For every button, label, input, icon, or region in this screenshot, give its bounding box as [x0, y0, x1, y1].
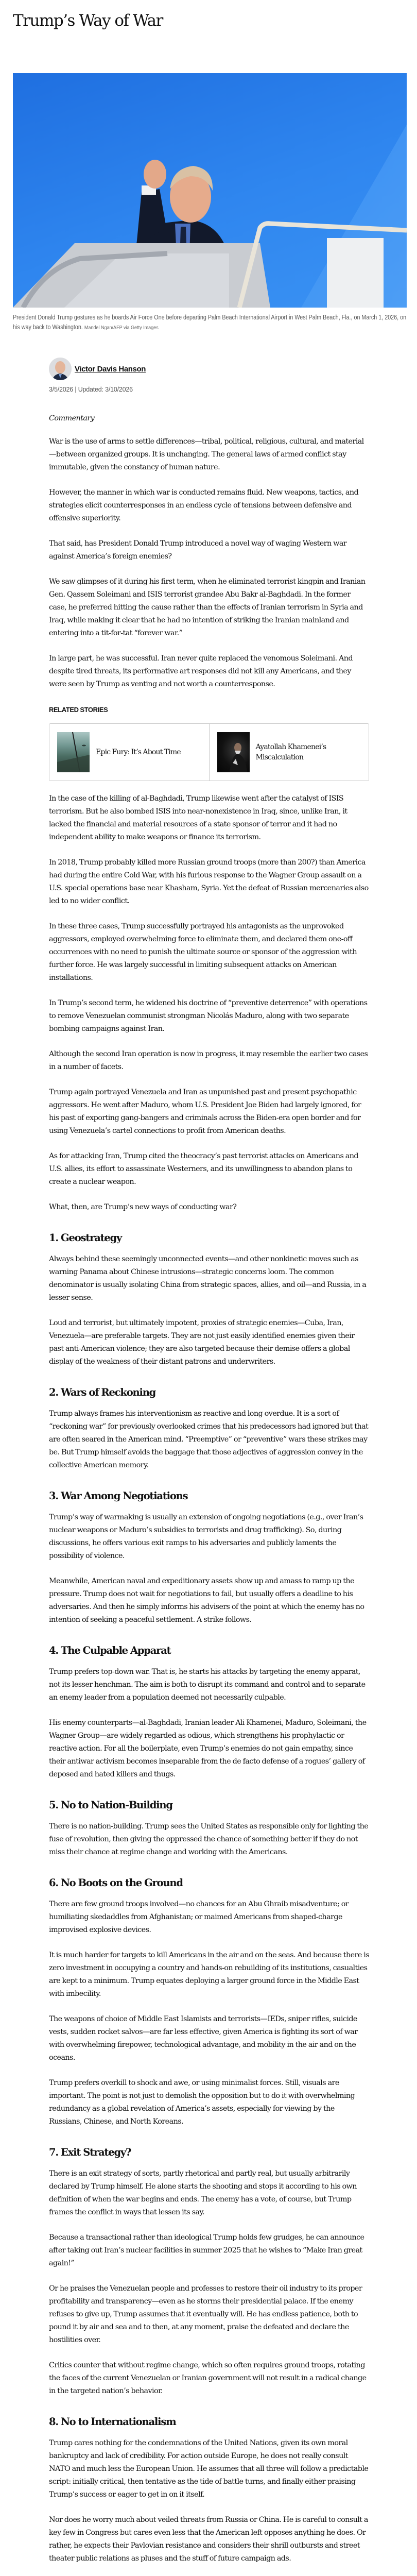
paragraph: There is an exit strategy of sorts, partly rhetorical and partly real, but usually arbitrarily declared by Trump himself. He alone starts the shooting and stops it according to his own definition of when the war begins and ends. The enemy has a vote, of course, but Trump frames the conflict in ways that lessen its say. — [49, 2170, 357, 2216]
paragraph: Critics counter that without regime change, which so often requires ground troops, rotating the faces of the current Venezuelan or Iranian government will not result in a radical change in the targeted nation’s behavior. — [49, 2361, 367, 2395]
section-heading: 6. No Boots on the Ground — [49, 1877, 183, 1889]
intro-paragraphs — [49, 435, 369, 691]
section-heading: 1. Geostrategy — [49, 1232, 122, 1244]
figure-fist — [144, 160, 166, 189]
section-heading: 2. Wars of Reckoning — [49, 1386, 156, 1398]
door-frame — [327, 238, 384, 308]
paragraph: That said, has President Donald Trump introduced a novel way of waging Western war against America’s foreign enemies? — [49, 539, 347, 561]
paragraph: War is the use of arms to settle differences—tribal, political, religious, cultural, and material—between organized groups. It is unchanging. The general laws of armed conflict stay immutable, given the constancy of human nature. — [49, 437, 364, 471]
paragraph: Because a transactional rather than ideological Trump holds few grudges, he can announce after taking out Iran’s nuclear facilities in summer 2025 that he wishes to “Make Iran great again!” — [49, 2233, 364, 2267]
related-stories-label: RELATED STORIES — [49, 706, 108, 714]
section-heading: 8. No to Internationalism — [49, 2416, 176, 2428]
paragraph: Trump prefers top-down war. That is, he starts his attacks by targeting the enemy apparat, not its lesser henchman. The aim is both to disrupt its command and control and to separate an enemy leader from a population deemed not necessarily culpable. — [49, 1668, 366, 1702]
caption-text: President Donald Trump gestures as he boards Air Force One before departing Palm Beach International Airport in West Palm Beach, Fla., on March 1, 2026, on his way back to Washington. — [13, 314, 407, 331]
paragraph: Trump always frames his interventionism as reactive and long overdue. It is a sort of “reckoning war” for previously overlooked crimes that his predecessors had ignored but that are often seared in the American mind. “Preemptive” or “preventive” wars these strikes may be. But Trump himself avoids the baggage that those adjectives of aggression convey in the collective American memory. — [49, 1410, 369, 1469]
paragraph: Although the second Iran operation is now in progress, it may resemble the earlier two cases in a number of facets. — [49, 1050, 368, 1071]
related-story-thumbnail[interactable] — [57, 732, 90, 772]
updated-date: Updated: 3/10/2026 — [78, 386, 133, 393]
byline — [49, 358, 146, 380]
paragraph: In 2018, Trump probably killed more Russian ground troops (more than 200?) than America had during the entire Cold War, with his furious response to the Wagner Group assault on a U.S. special operations base near Khasham, Syria. Yet the defeat of Russian mercenaries also led to no wider conflict. — [49, 858, 369, 905]
paragraph: There is no nation-building. Trump sees the United States as responsible only for lighting the fuse of revolution, then giving the oppressed the chance of something better if they do not miss their chance at regime change and working with the Americans. — [49, 1822, 369, 1856]
paragraph: However, the manner in which war is conducted remains fluid. New weapons, tactics, and strategies elicit counterresponses in an endless cycle of tensions between defensive and offensive superiority. — [49, 488, 359, 522]
section-heading: 4. The Culpable Apparat — [49, 1645, 171, 1656]
body-paragraphs — [49, 792, 369, 1214]
paragraph: In large part, he was successful. Iran never quite replaced the venomous Soleimani. And despite tired threats, its performative art responses did not kill any Americans, and they were seen by Trump as venting and not worth a counterresponse. — [49, 654, 353, 688]
paragraph: Meanwhile, American naval and expeditionary assets show up and amass to ramp up the pressure. Trump does not wait for negotiations to fail, but usually offers a deadline to his adversaries. And then he simply informs his advisers of the point at which the enemy has no intention of seeking a peaceful settlement. A strike follows. — [49, 1577, 364, 1624]
paragraph: What, then, are Trump’s new ways of conducting war? — [49, 1203, 237, 1211]
article-title: Trump’s Way of War — [13, 11, 163, 30]
related-story-title[interactable]: Ayatollah Khamenei’s Miscalculation — [255, 743, 326, 761]
paragraph: We saw glimpses of it during his first term, when he eliminated terrorist kingpin and Iranian Gen. Qassem Soleimani and ISIS terrorist grandee Abu Bakr al-Baghdadi. In the former case, he preferred hitting the cause rather than the effects of Iranian terrorism in Syria and Iraq, while making it clear that he had no intention of striking the Iranian mainland and entering into a tit-for-tat “forever war.” — [49, 578, 366, 637]
commentary-label: Commentary — [49, 414, 95, 422]
date-separator: | — [75, 386, 77, 393]
related-story-thumbnail[interactable] — [217, 732, 250, 772]
paragraph: Trump cares nothing for the condemnations of the United Nations, given its own moral bankruptcy and lack of credibility. For action outside Europe, he does not really consult NATO and much less the European Union. He assumes that all three will follow a predictable script: initially critical, then tentative as the tide of battle turns, and finally either praising Trump’s success or eager to get in on it itself. — [49, 2439, 369, 2499]
article-body — [49, 412, 369, 2576]
paragraph: It is much harder for targets to kill Americans in the air and on the seas. And because there is zero investment in occupying a country and hands-on rebuilding of its institutions, casualties are kept to a minimum. Trump equates deploying a larger ground force in the Middle East with imbecility. — [49, 1951, 370, 1998]
hero-caption — [13, 313, 407, 333]
section-heading: 5. No to Nation-Building — [49, 1799, 172, 1811]
paragraph: In these three cases, Trump successfully portrayed his antagonists as the unprovoked aggressors, employed overwhelming force to eliminate them, and declared them one-off occurrences with no need to punish the ultimate source or sponsor of the aggression with further force. He was largely successful in limiting subsequent attacks on American installations. — [49, 922, 357, 982]
paragraph: Or he praises the Venezuelan people and professes to restore their oil industry to its proper profitability and transparency—even as he storms their presidential palace. If the enemy refuses to give up, Trump assumes that it eventually will. He has endless patience, both to pound it by air and sea and to then, at any moment, praise the defeated and declare the hostilities over. — [49, 2284, 362, 2344]
paragraph: His enemy counterparts—al-Baghdadi, Iranian leader Ali Khamenei, Maduro, Soleimani, the Wagner Group—are widely regarded as odious, which strengthens his prophylactic or reactive action. For all the boilerplate, even Trump’s enemies do not gain empathy, since their antiwar activism becomes inseparable from the de facto defense of a rogues’ gallery of deposed and hated killers and thugs. — [49, 1719, 367, 1778]
article-sections — [49, 1231, 369, 2576]
author-link[interactable]: Victor Davis Hanson — [75, 364, 146, 374]
paragraph: In the case of the killing of al-Baghdadi, Trump likewise went after the catalyst of ISIS terrorism. But he also bombed ISIS into near-nonexistence in Iraq, since, unlike Iran, it lacked the financial and material resources of a state sponsor of terror and it had no independent ability to make weapons or finance its terrorism. — [49, 794, 348, 841]
section-heading: 7. Exit Strategy? — [49, 2146, 131, 2158]
paragraph: Trump’s way of warmaking is usually an extension of ongoing negotiations (e.g., over Iran’s nuclear weapons or Maduro’s subsidies to terrorists and drug trafficking). So, during discussions, he offers various exit ramps to his adversaries and publicly laments the possibility of violence. — [49, 1513, 363, 1560]
portrait-thumbnail-icon — [217, 732, 250, 772]
author-avatar[interactable] — [49, 358, 72, 380]
paragraph: As for attacking Iran, Trump cited the theocracy’s past terrorist attacks on Americans and U.S. allies, its effort to assassinate Westerners, and its unwillingness to abandon plans to create a nuclear weapon. — [49, 1152, 358, 1186]
published-date: 3/5/2026 — [49, 386, 74, 393]
paragraph: In Trump’s second term, he widened his doctrine of “preventive deterrence” with operations to remove Venezuelan communist strongman Nicolás Maduro, along with two separate bombing campaigns against Iran. — [49, 999, 368, 1033]
publish-dates — [49, 386, 133, 393]
paragraph: Always behind these seemingly unconnected events—and other nonkinetic moves such as warning Panama about Chinese intrusions—strategic concerns loom. The common denominator is usually isolating China from strategic spaces, allies, and oil—and Russia, in a lesser sense. — [49, 1255, 367, 1302]
hero-photo-illustration — [13, 73, 407, 308]
related-story-title[interactable]: Epic Fury: It’s About Time — [96, 748, 181, 756]
hero-photo — [13, 73, 407, 308]
paragraph: Trump prefers overkill to shock and awe, or using minimalist forces. Still, visuals are important. The point is not just to demolish the opposition but to do it with overwhelming redundancy as a global revelation of America’s assets, especially for viewing by the Russians, Chinese, and North Koreans. — [49, 2079, 355, 2126]
photo-credit: Mandel Ngan/AFP via Getty Images — [84, 325, 159, 331]
author-portrait-icon — [49, 358, 72, 380]
related-story[interactable] — [49, 724, 209, 781]
related-stories — [49, 723, 369, 781]
paragraph: The weapons of choice of Middle East Islamists and terrorists—IEDs, sniper rifles, suicide vests, sudden rocket salvos—are far less effective, given America is fighting its sort of war with overwhelming firepower, technological advantage, and mobility in the air and on the oceans. — [49, 2015, 358, 2062]
sea-thumbnail-icon — [57, 732, 90, 772]
related-story[interactable] — [209, 724, 369, 781]
paragraph: Nor does he worry much about veiled threats from Russia or China. He is careful to consult a key few in Congress but cares even less that the American left opposes anything he does. Or rather, he expects their Pavlovian resistance and considers their shrill outbursts and street theater public relations as pluses and the stuff of future campaign ads. — [49, 2516, 368, 2563]
paragraph: Trump again portrayed Venezuela and Iran as unpunished past and present psychopathic aggressors. He went after Maduro, whom U.S. President Joe Biden had largely ignored, for his past of exporting gang-bangers and criminals across the Biden-era open border and for using Venezuela’s cartel connections to profit from American deaths. — [49, 1088, 361, 1135]
section-heading: 3. War Among Negotiations — [49, 1490, 188, 1502]
paragraph: There are few ground troops involved—no chances for an Abu Ghraib misadventure; or humiliating skedaddles from Afghanistan; or maimed Americans from shaped-charge improvised explosive devices. — [49, 1900, 349, 1934]
paragraph: Loud and terrorist, but ultimately impotent, proxies of strategic enemies—Cuba, Iran, Venezuela—are preferable targets. They are not just easily identified enemies given their past anti-American violence; they are also targeted because their demise offers a global display of the weakness of their distant patrons and underwriters. — [49, 1319, 355, 1366]
